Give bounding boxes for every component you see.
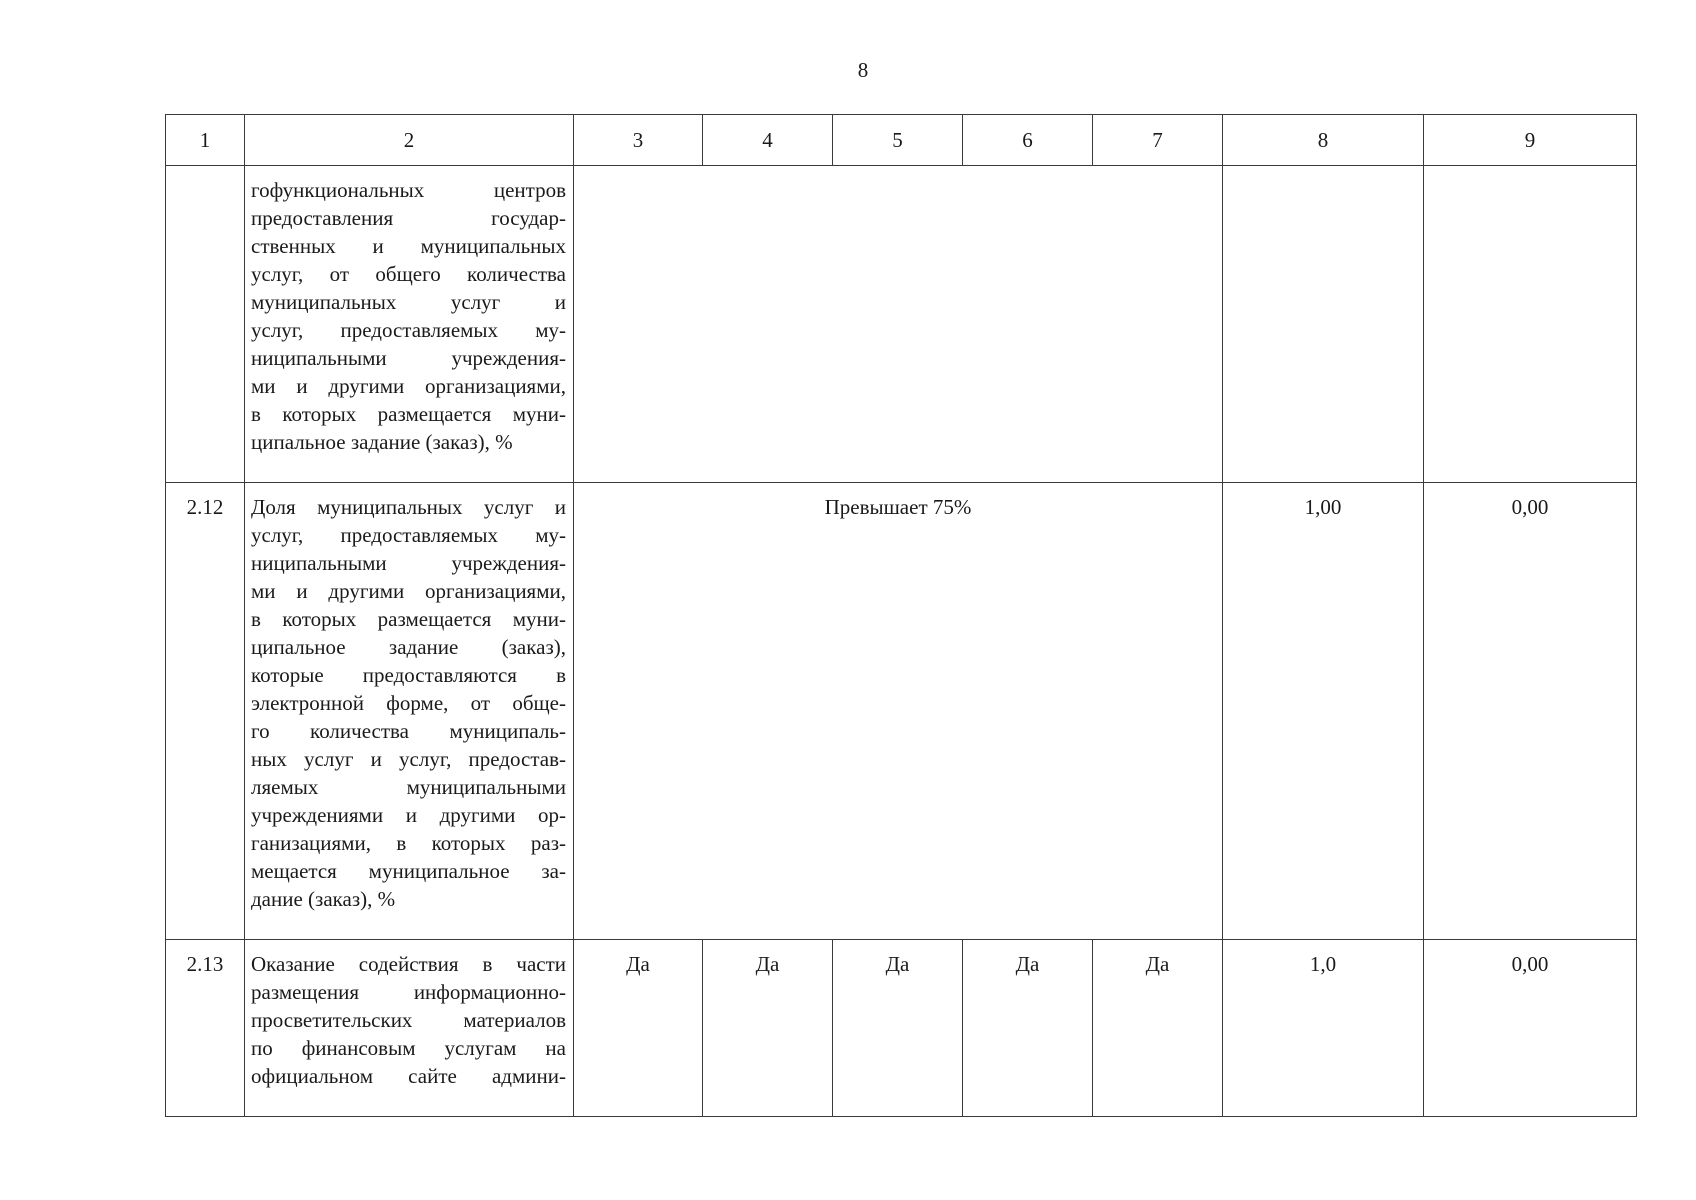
column-header-7: 7 bbox=[1093, 115, 1223, 166]
description-line: ганизациями, в которых раз- bbox=[251, 831, 566, 855]
description-line: услуг, предоставляемых му- bbox=[251, 523, 566, 547]
description-line: учреждениями и другими ор- bbox=[251, 803, 566, 827]
description-line: которые предоставляются в bbox=[251, 663, 566, 687]
description-line: предоставления государ- bbox=[251, 206, 566, 230]
description-line: официальном сайте админи- bbox=[251, 1064, 566, 1088]
column-header-8: 8 bbox=[1223, 115, 1424, 166]
cell-col6: Да bbox=[963, 940, 1093, 1117]
column-header-1: 1 bbox=[166, 115, 245, 166]
indicator-table bbox=[165, 114, 1637, 1117]
description-line: муниципальных услуг и bbox=[251, 290, 566, 314]
description-line: ниципальными учреждения- bbox=[251, 346, 566, 370]
description-line: Доля муниципальных услуг и bbox=[251, 495, 566, 519]
cell-col9: 0,00 bbox=[1424, 940, 1637, 1117]
merged-value-cell: Превышает 75% bbox=[574, 483, 1223, 940]
description-line: ственных и муниципальных bbox=[251, 234, 566, 258]
cell-col9 bbox=[1424, 166, 1637, 483]
cell-col4: Да bbox=[703, 940, 833, 1117]
column-number-row bbox=[166, 115, 1637, 166]
column-header-3: 3 bbox=[574, 115, 703, 166]
description-line: ципальное задание (заказ), % bbox=[251, 430, 513, 454]
cell-col8 bbox=[1223, 166, 1424, 483]
table-row-2-13 bbox=[166, 940, 1637, 1117]
description-line: размещения информационно- bbox=[251, 980, 566, 1004]
description-line: Оказание содействия в части bbox=[251, 952, 566, 976]
row-description bbox=[245, 483, 574, 940]
cell-col5: Да bbox=[833, 940, 963, 1117]
description-line: го количества муниципаль- bbox=[251, 719, 566, 743]
table-row-continuation bbox=[166, 166, 1637, 483]
cell-col9: 0,00 bbox=[1424, 483, 1637, 940]
column-header-4: 4 bbox=[703, 115, 833, 166]
description-line: ми и другими организациями, bbox=[251, 374, 566, 398]
description-line: ципальное задание (заказ), bbox=[251, 635, 566, 659]
column-header-6: 6 bbox=[963, 115, 1093, 166]
merged-value-cell bbox=[574, 166, 1223, 483]
row-description bbox=[245, 166, 574, 483]
description-line: в которых размещается муни- bbox=[251, 607, 566, 631]
description-line: мещается муниципальное за- bbox=[251, 859, 566, 883]
row-number: 2.13 bbox=[166, 940, 245, 1117]
cell-col8: 1,0 bbox=[1223, 940, 1424, 1117]
row-number bbox=[166, 166, 245, 483]
row-number: 2.12 bbox=[166, 483, 245, 940]
description-line: ных услуг и услуг, предостав- bbox=[251, 747, 566, 771]
description-line: услуг, от общего количества bbox=[251, 262, 566, 286]
description-line: дание (заказ), % bbox=[251, 887, 396, 911]
row-description bbox=[245, 940, 574, 1117]
cell-col7: Да bbox=[1093, 940, 1223, 1117]
description-line: ляемых муниципальными bbox=[251, 775, 566, 799]
description-line: в которых размещается муни- bbox=[251, 402, 566, 426]
cell-col3: Да bbox=[574, 940, 703, 1117]
description-line: ми и другими организациями, bbox=[251, 579, 566, 603]
column-header-9: 9 bbox=[1424, 115, 1637, 166]
page-number: 8 bbox=[857, 58, 869, 82]
description-line: гофункциональных центров bbox=[251, 178, 566, 202]
column-header-2: 2 bbox=[245, 115, 574, 166]
table-row-2-12 bbox=[166, 483, 1637, 940]
column-header-5: 5 bbox=[833, 115, 963, 166]
description-line: просветительских материалов bbox=[251, 1008, 566, 1032]
description-line: по финансовым услугам на bbox=[251, 1036, 566, 1060]
description-line: электронной форме, от обще- bbox=[251, 691, 566, 715]
description-line: услуг, предоставляемых му- bbox=[251, 318, 566, 342]
description-line: ниципальными учреждения- bbox=[251, 551, 566, 575]
cell-col8: 1,00 bbox=[1223, 483, 1424, 940]
